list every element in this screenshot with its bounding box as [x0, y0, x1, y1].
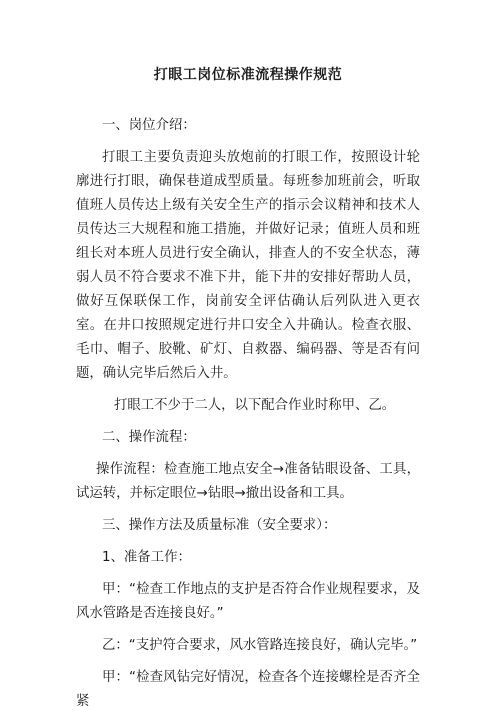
paragraph-process: 操作流程：检查施工地点安全→准备钻眼设备、工具，试运转，并标定眼位→钻眼→撤出设备和工具。: [76, 462, 420, 501]
section-heading-3: 三、操作方法及质量标准（安全要求）：: [102, 518, 337, 533]
document-title: 打眼工岗位标准流程操作规范: [153, 67, 343, 83]
paragraph-workers: 打眼工不少于二人，以下配合作业时称甲、乙。: [114, 398, 396, 413]
section-heading-2: 二、操作流程：: [102, 430, 196, 445]
paragraph-a-check-drill: 甲：“检查风钻完好情况，检查各个连接螺栓是否齐全紧: [76, 670, 420, 709]
section-heading-1: 一、岗位介绍：: [102, 118, 196, 133]
paragraph-b-confirm: 乙：“支护符合要求，风水管路连接良好，确认完毕。”: [102, 638, 418, 653]
subsection-heading-prep: 1、准备工作：: [102, 550, 191, 565]
document-body: [76, 114, 420, 722]
paragraph-a-check-support: 甲：“检查工作地点的支护是否符合作业规程要求，及风水管路是否连接良好。”: [76, 582, 420, 621]
paragraph-intro: 打眼工主要负责迎头放炮前的打眼工作，按照设计轮廓进行打眼，确保巷道成型质量。每班参加班前会，听取值班人员传达上级有关安全生产的指示会议精神和技术人员传达三大规程和施工措施，并做好记录；值班人员和班组长对本班人员进行安全确认，排查人的不安全状态，薄弱人员不符合要求不准下井，能下井的安排好帮助人员，做好互保联保工作，岗前安全评估确认后列队进入更衣室。在井口按照规定进行井口安全入井确认。检查衣服、毛巾、帽子、胶靴、矿灯、自救器、编码器、等是否有问题，确认完毕后然后入井。: [76, 150, 420, 381]
